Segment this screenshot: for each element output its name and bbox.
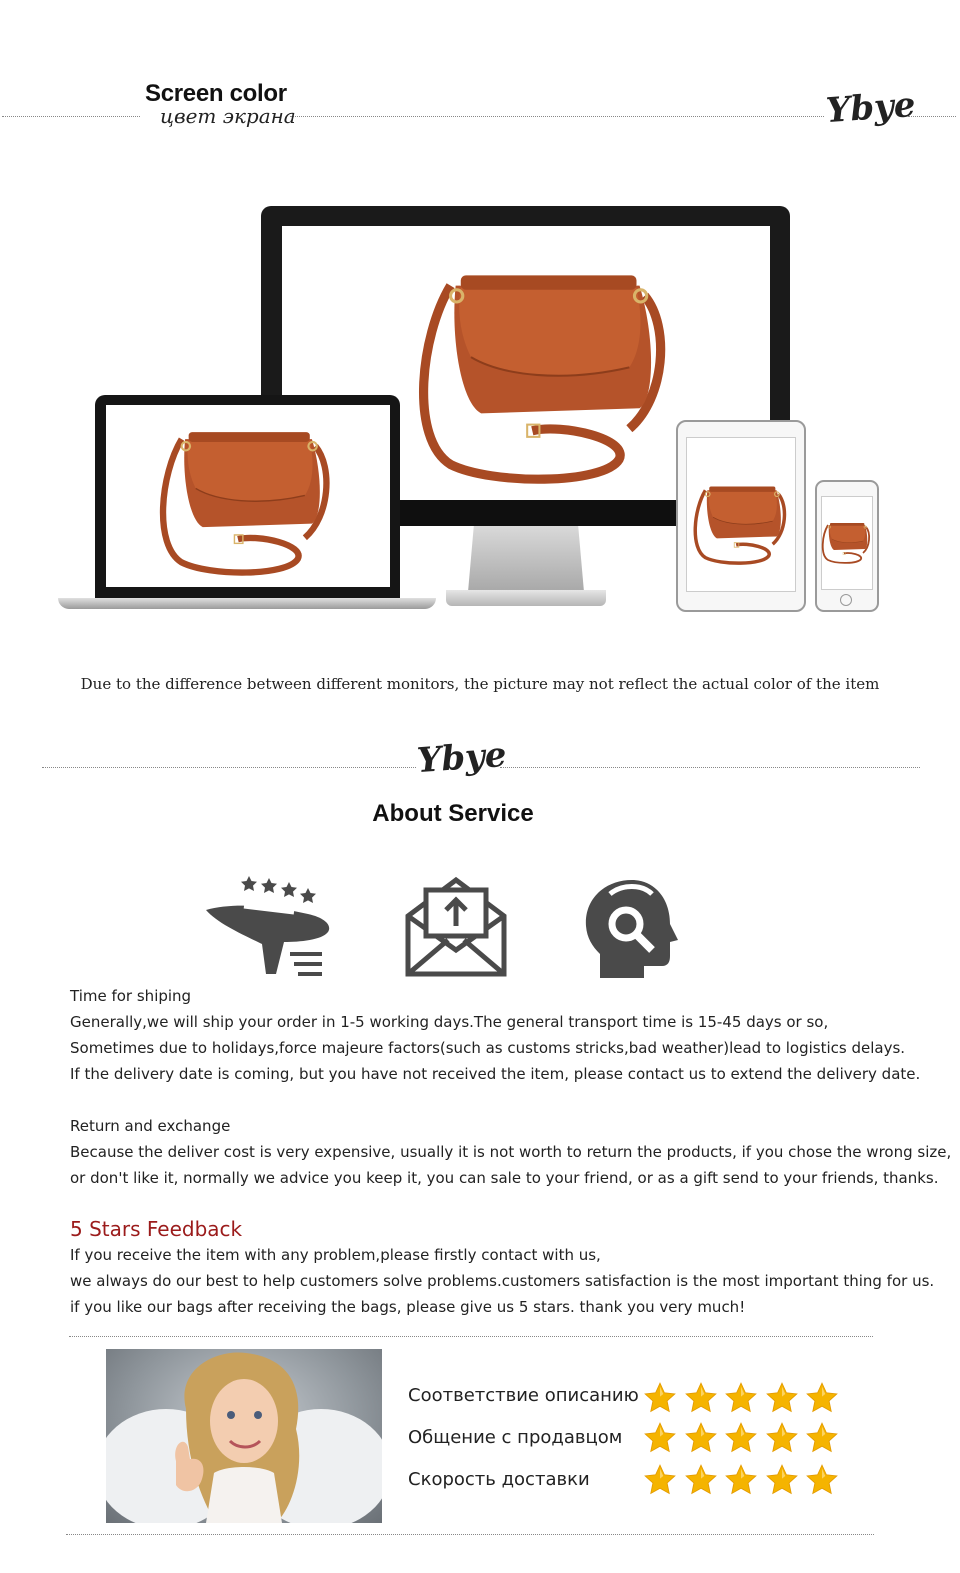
star-icon [765, 1421, 799, 1455]
rating-divider-top [69, 1336, 873, 1337]
shipping-heading: Time for shiping [70, 987, 192, 1005]
feedback-line-2: we always do our best to help customers solve problems.customers satisfaction is the most important thing for us. [70, 1272, 935, 1290]
star-icon [684, 1421, 718, 1455]
star-icon [724, 1463, 758, 1497]
bag-image-laptop [150, 418, 340, 580]
imac-base [446, 590, 606, 606]
star-icon [643, 1421, 677, 1455]
rating-label-delivery-speed: Скорость доставки [408, 1469, 590, 1490]
brand-logo-middle: Ybye [415, 734, 508, 782]
customer-photo [106, 1349, 382, 1523]
plane-stars-icon [204, 872, 334, 976]
section-subtitle-screen-color: цвет экрана [160, 104, 296, 128]
about-divider-right [500, 767, 920, 768]
rating-label-description: Соответствие описанию [408, 1385, 639, 1406]
feedback-title: 5 Stars Feedback [70, 1217, 243, 1241]
star-icon [684, 1463, 718, 1497]
star-icon [765, 1381, 799, 1415]
returns-heading: Return and exchange [70, 1117, 231, 1135]
star-icon [805, 1381, 839, 1415]
phone-home-button [840, 594, 852, 606]
brand-logo-top: Ybye [824, 84, 917, 132]
imac-stand [468, 526, 584, 592]
envelope-upload-icon [404, 876, 508, 978]
star-icon [805, 1421, 839, 1455]
star-icon [684, 1381, 718, 1415]
feedback-line-1: If you receive the item with any problem,please firstly contact with us, [70, 1246, 601, 1264]
laptop-base [58, 598, 436, 609]
rating-divider-bottom [66, 1534, 874, 1535]
section-title-about-service: About Service [372, 800, 534, 827]
star-icon [643, 1463, 677, 1497]
star-icon [643, 1381, 677, 1415]
star-icon [805, 1463, 839, 1497]
shipping-line-1: Generally,we will ship your order in 1-5 working days.The general transport time is 15-45 days or so, [70, 1013, 829, 1031]
star-icon [724, 1381, 758, 1415]
shipping-line-3: If the delivery date is coming, but you have not received the item, please contact us to extend the delivery date. [70, 1065, 921, 1083]
feedback-line-3: if you like our bags after receiving the bags, please give us 5 stars. thank you very much! [70, 1298, 746, 1316]
bag-image-phone [820, 518, 872, 566]
devices-illustration [0, 0, 960, 640]
about-divider-left [42, 767, 416, 768]
returns-line-1: Because the deliver cost is very expensive, usually it is not worth to return the products, if you chose the wrong size, [70, 1143, 952, 1161]
support-headset-icon [582, 878, 680, 980]
shipping-line-2: Sometimes due to holidays,force majeure factors(such as customs stricks,bad weather)lead to logistics delays. [70, 1039, 906, 1057]
color-disclaimer: Due to the difference between different monitors, the picture may not reflect the actual color of the item [80, 675, 880, 693]
bag-image-tablet [690, 478, 790, 568]
star-icon [724, 1421, 758, 1455]
bag-image-imac [405, 255, 680, 490]
rating-label-communication: Общение с продавцом [408, 1427, 623, 1448]
section-title-screen-color: Screen color [145, 80, 287, 107]
star-icon [765, 1463, 799, 1497]
returns-line-2: or don't like it, normally we advice you keep it, you can sale to your friend, or as a gift send to your friends, thanks. [70, 1169, 939, 1187]
